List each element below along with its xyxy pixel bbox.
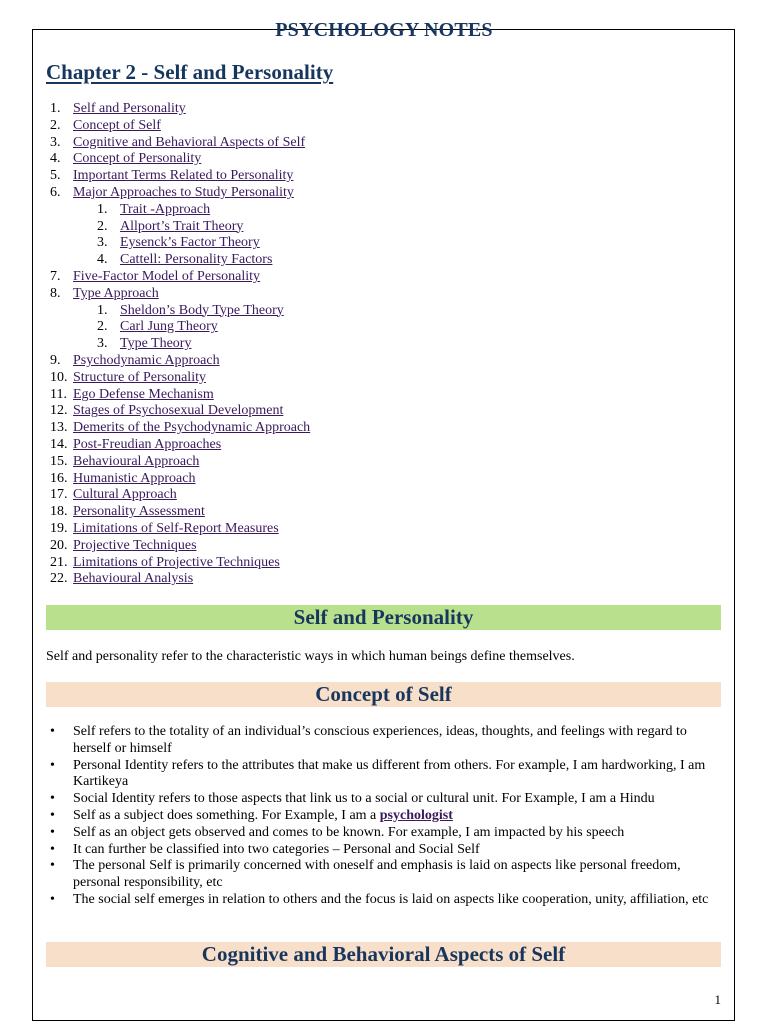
toc-item-number: 13. [50, 420, 68, 436]
page-number: 1 [714, 992, 721, 1007]
bullet-icon: • [50, 824, 55, 840]
concept-of-self-bullet-list [46, 724, 721, 909]
toc-item-number: 6. [50, 184, 61, 200]
toc-item-number: 8. [50, 285, 61, 301]
toc-item-number: 5. [50, 168, 61, 184]
toc-item[interactable] [46, 571, 706, 588]
toc-item-number: 3. [97, 235, 108, 251]
chapter-title: Chapter 2 - Self and Personality [46, 60, 334, 84]
toc-item-number: 1. [97, 302, 108, 318]
toc-item[interactable] [46, 521, 706, 538]
toc-item-number: 14. [50, 436, 68, 452]
list-item [46, 724, 721, 758]
toc-item-link[interactable]: Stages of Psychosexual Development [73, 403, 284, 419]
toc-item-link[interactable]: Cultural Approach [73, 487, 177, 503]
toc-item[interactable] [46, 101, 706, 118]
bullet-icon: • [50, 791, 55, 807]
toc-item[interactable] [46, 420, 706, 437]
toc-item-link[interactable]: Type Theory [120, 336, 192, 352]
toc-item-number: 17. [50, 487, 68, 503]
toc-item-link[interactable]: Projective Techniques [73, 537, 197, 553]
toc-item-number: 21. [50, 554, 68, 570]
toc-item[interactable] [46, 387, 706, 404]
toc-item-number: 2. [50, 117, 61, 133]
toc-item-link[interactable]: Humanistic Approach [73, 470, 196, 486]
list-item-text: The personal Self is primarily concerned with oneself and emphasis is laid on aspects like personal freedom, personal responsibility, etc [73, 858, 681, 891]
toc-item-link[interactable]: Cognitive and Behavioral Aspects of Self [73, 134, 306, 150]
toc-item[interactable] [46, 336, 706, 353]
section-heading-cognitive-behavioral-aspects: Cognitive and Behavioral Aspects of Self [46, 942, 721, 967]
toc-item-number: 9. [50, 352, 61, 368]
list-item [46, 858, 721, 892]
list-item-text: Personal Identity refers to the attributes that make us different from others. For example, I am hardworking, I am Kartikeya [73, 757, 706, 790]
toc-item[interactable] [46, 286, 706, 303]
psychologist-link[interactable]: psychologist [379, 807, 453, 823]
toc-item-number: 3. [50, 134, 61, 150]
list-item [46, 791, 721, 808]
self-and-personality-paragraph: Self and personality refer to the characteristic ways in which human beings define themselves. [46, 649, 575, 664]
toc-item[interactable] [46, 168, 706, 185]
toc-item-link[interactable]: Type Approach [73, 285, 159, 301]
toc-item-number: 22. [50, 571, 68, 587]
bullet-icon: • [50, 841, 55, 857]
bullet-icon: • [50, 891, 55, 907]
toc-item-number: 12. [50, 403, 68, 419]
list-item-text: The social self emerges in relation to others and the focus is laid on aspects like cooperation, unity, affiliation, etc [73, 891, 709, 907]
toc-item-link[interactable]: Sheldon’s Body Type Theory [120, 302, 284, 318]
toc-item-number: 11. [50, 386, 67, 402]
toc-item[interactable] [46, 353, 706, 370]
list-item-text: It can further be classified into two categories – Personal and Social Self [73, 841, 480, 857]
toc-item[interactable] [46, 303, 706, 320]
toc-item-link[interactable]: Cattell: Personality Factors [120, 252, 273, 268]
toc-item[interactable] [46, 471, 706, 488]
toc-item-link[interactable]: Eysenck’s Factor Theory [120, 235, 260, 251]
toc-item[interactable] [46, 454, 706, 471]
toc-item[interactable] [46, 319, 706, 336]
toc-item-link[interactable]: Major Approaches to Study Personality [73, 184, 294, 200]
toc-item-link[interactable]: Trait -Approach [120, 201, 211, 217]
bullet-icon: • [50, 724, 55, 739]
bullet-icon: • [50, 757, 55, 773]
toc-item-link[interactable]: Limitations of Self-Report Measures [73, 520, 279, 536]
toc-item-link[interactable]: Behavioural Analysis [73, 571, 194, 587]
toc-item-link[interactable]: Demerits of the Psychodynamic Approach [73, 420, 311, 436]
toc-item[interactable] [46, 437, 706, 454]
toc-item[interactable] [46, 269, 706, 286]
list-item [46, 808, 721, 825]
toc-item[interactable] [46, 370, 706, 387]
toc-item-link[interactable]: Behavioural Approach [73, 453, 200, 469]
toc-item-number: 2. [97, 319, 108, 335]
toc-item[interactable] [46, 118, 706, 135]
toc-item-link[interactable]: Allport’s Trait Theory [120, 218, 244, 234]
toc-item-number: 18. [50, 504, 68, 520]
toc-item-number: 4. [50, 151, 61, 167]
toc-item-link[interactable]: Limitations of Projective Techniques [73, 554, 280, 570]
toc-item[interactable] [46, 538, 706, 555]
toc-item-number: 19. [50, 520, 68, 536]
toc-item-link[interactable]: Personality Assessment [73, 504, 205, 520]
toc-item[interactable] [46, 555, 706, 572]
toc-item-link[interactable]: Psychodynamic Approach [73, 352, 220, 368]
toc-item-number: 1. [50, 101, 61, 116]
section-heading-concept-of-self: Concept of Self [46, 682, 721, 707]
toc-item[interactable] [46, 185, 706, 202]
toc-item[interactable] [46, 487, 706, 504]
list-item [46, 892, 721, 909]
toc-item[interactable] [46, 504, 706, 521]
toc-item[interactable] [46, 403, 706, 420]
list-item [46, 842, 721, 859]
bullet-icon: • [50, 807, 55, 823]
toc-item[interactable] [46, 235, 706, 252]
toc-item-link[interactable]: Self and Personality [73, 101, 186, 116]
toc-item-link[interactable]: Concept of Self [73, 117, 161, 133]
toc-item-link[interactable]: Ego Defense Mechanism [73, 386, 214, 402]
list-item-text: Self as a subject does something. For Example, I am a [73, 807, 380, 823]
toc-item-number: 15. [50, 453, 68, 469]
list-item-text: Social Identity refers to those aspects that link us to a social or cultural unit. For Example, I am a Hindu [73, 791, 655, 807]
toc-item-number: 20. [50, 537, 68, 553]
list-item-text: Self refers to the totality of an individual’s conscious experiences, ideas, thoughts, and feelings with regard to herself or himself [73, 724, 687, 756]
document-header: PSYCHOLOGY NOTES [275, 19, 493, 41]
toc-item[interactable] [46, 202, 706, 219]
toc-item-link[interactable]: Concept of Personality [73, 151, 202, 167]
toc-item-number: 4. [97, 252, 108, 268]
toc-item[interactable] [46, 151, 706, 168]
bullet-icon: • [50, 858, 55, 874]
list-item-text: Self as an object gets observed and comes to be known. For example, I am impacted by his speech [73, 824, 625, 840]
toc-item-number: 7. [50, 268, 61, 284]
section-heading-self-and-personality: Self and Personality [46, 605, 721, 630]
toc-item-number: 2. [97, 218, 108, 234]
list-item [46, 758, 721, 792]
table-of-contents [46, 101, 706, 588]
toc-item[interactable] [46, 252, 706, 269]
toc-item-link[interactable]: Five-Factor Model of Personality [73, 268, 261, 284]
toc-item-link[interactable]: Important Terms Related to Personality [73, 168, 294, 184]
toc-item-link[interactable]: Structure of Personality [73, 369, 206, 385]
toc-item-number: 10. [50, 369, 68, 385]
toc-item[interactable] [46, 219, 706, 236]
list-item [46, 825, 721, 842]
toc-item-number: 3. [97, 336, 108, 352]
toc-item-number: 1. [97, 201, 108, 217]
toc-item-link[interactable]: Carl Jung Theory [120, 319, 218, 335]
toc-item-number: 16. [50, 470, 68, 486]
toc-item-link[interactable]: Post-Freudian Approaches [73, 436, 222, 452]
toc-item[interactable] [46, 135, 706, 152]
